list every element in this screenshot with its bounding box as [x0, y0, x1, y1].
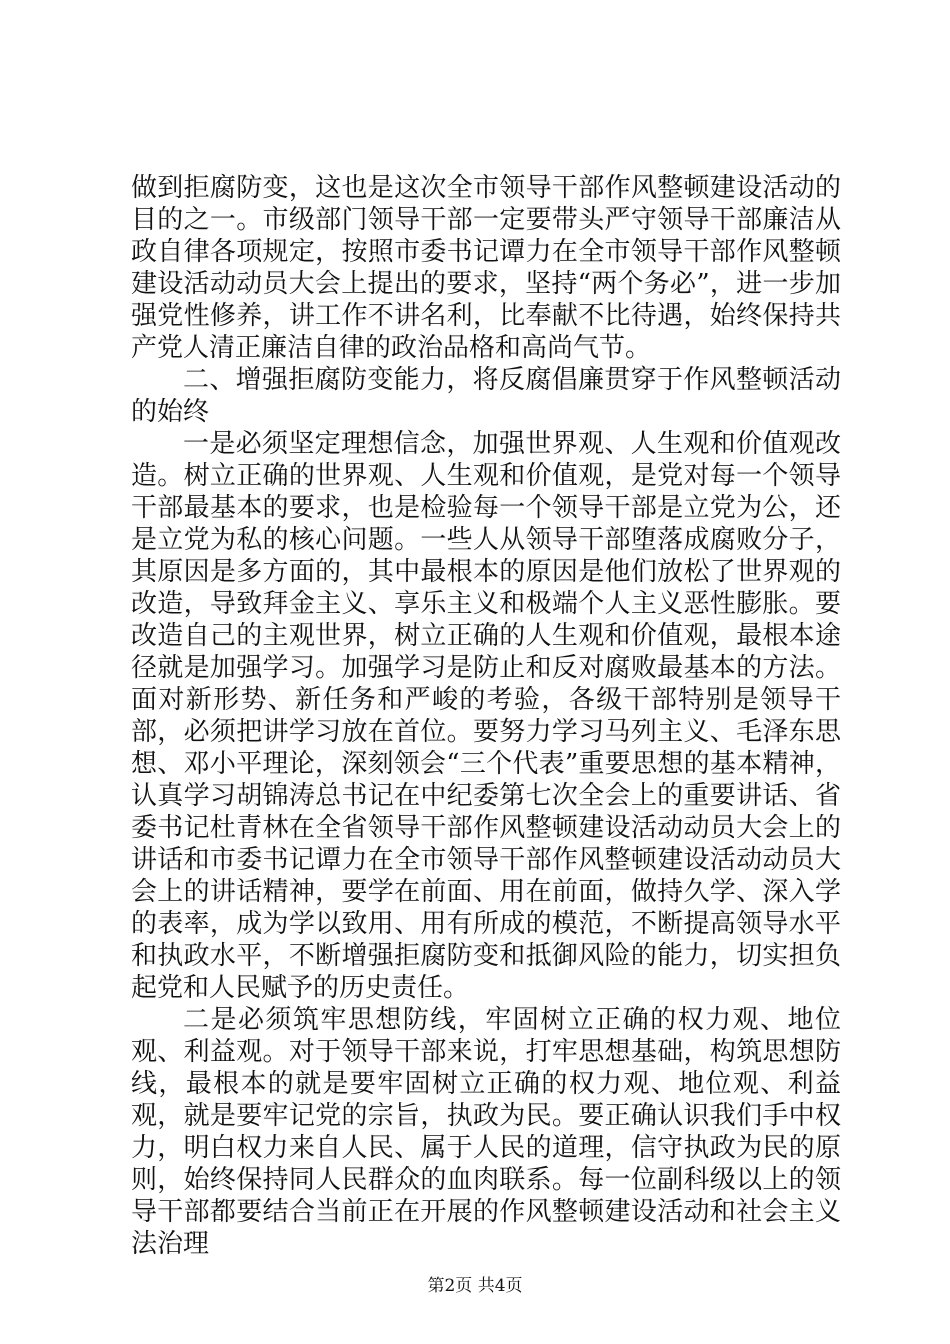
section-heading: 二、增强拒腐防变能力，将反腐倡廉贯穿于作风整顿活动的始终 — [131, 365, 841, 427]
document-body — [131, 172, 841, 1260]
paragraph-continuation: 做到拒腐防变，这也是这次全市领导干部作风整顿建设活动的目的之一。市级部门领导干部一定要带头严守领导干部廉洁从政自律各项规定，按照市委书记谭力在全市领导干部作风整顿建设活动动员大会上提出的要求，坚持“两个务必”，进一步加强党性修养，讲工作不讲名利，比奉献不比待遇，始终保持共产党人清正廉洁自律的政治品格和高尚气节。 — [131, 173, 841, 363]
paragraph-second-point: 二是必须筑牢思想防线，牢固树立正确的权力观、地位观、利益观。对于领导干部来说，打牢思想基础，构筑思想防线，最根本的就是要牢固树立正确的权力观、地位观、利益观，就是要牢记党的宗旨，执政为民。要正确认识我们手中权力，明白权力来自人民、属于人民的道理，信守执政为民的原则，始终保持同人民群众的血肉联系。每一位副科级以上的领导干部都要结合当前正在开展的作风整顿建设活动和社会主义法治理 — [131, 1005, 841, 1259]
paragraph-first-point: 一是必须坚定理想信念，加强世界观、人生观和价值观改造。树立正确的世界观、人生观和价值观，是党对每一个领导干部最基本的要求，也是检验每一个领导干部是立党为公，还是立党为私的核心问题。一些人从领导干部堕落成腐败分子，其原因是多方面的，其中最根本的原因是他们放松了世界观的改造，导致拜金主义、享乐主义和极端个人主义恶性膨胀。要改造自己的主观世界，树立正确的人生观和价值观，最根本途径就是加强学习。加强学习是防止和反对腐败最基本的方法。面对新形势、新任务和严峻的考验，各级干部特别是领导干部，必须把讲学习放在首位。要努力学习马列主义、毛泽东思想、邓小平理论，深刻领会“三个代表”重要思想的基本精神，认真学习胡锦涛总书记在中纪委第七次全会上的重要讲话、省委书记杜青林在全省领导干部作风整顿建设活动动员大会上的讲话和市委书记谭力在全市领导干部作风整顿建设活动动员大会上的讲话精神，要学在前面、用在前面，做持久学、深入学的表率，成为学以致用、用有所成的模范，不断提高领导水平和执政水平，不断增强拒腐防变和抵御风险的能力，切实担负起党和人民赋予的历史责任。 — [131, 429, 841, 1003]
page-footer: 第2页 共4页 — [427, 1276, 523, 1296]
